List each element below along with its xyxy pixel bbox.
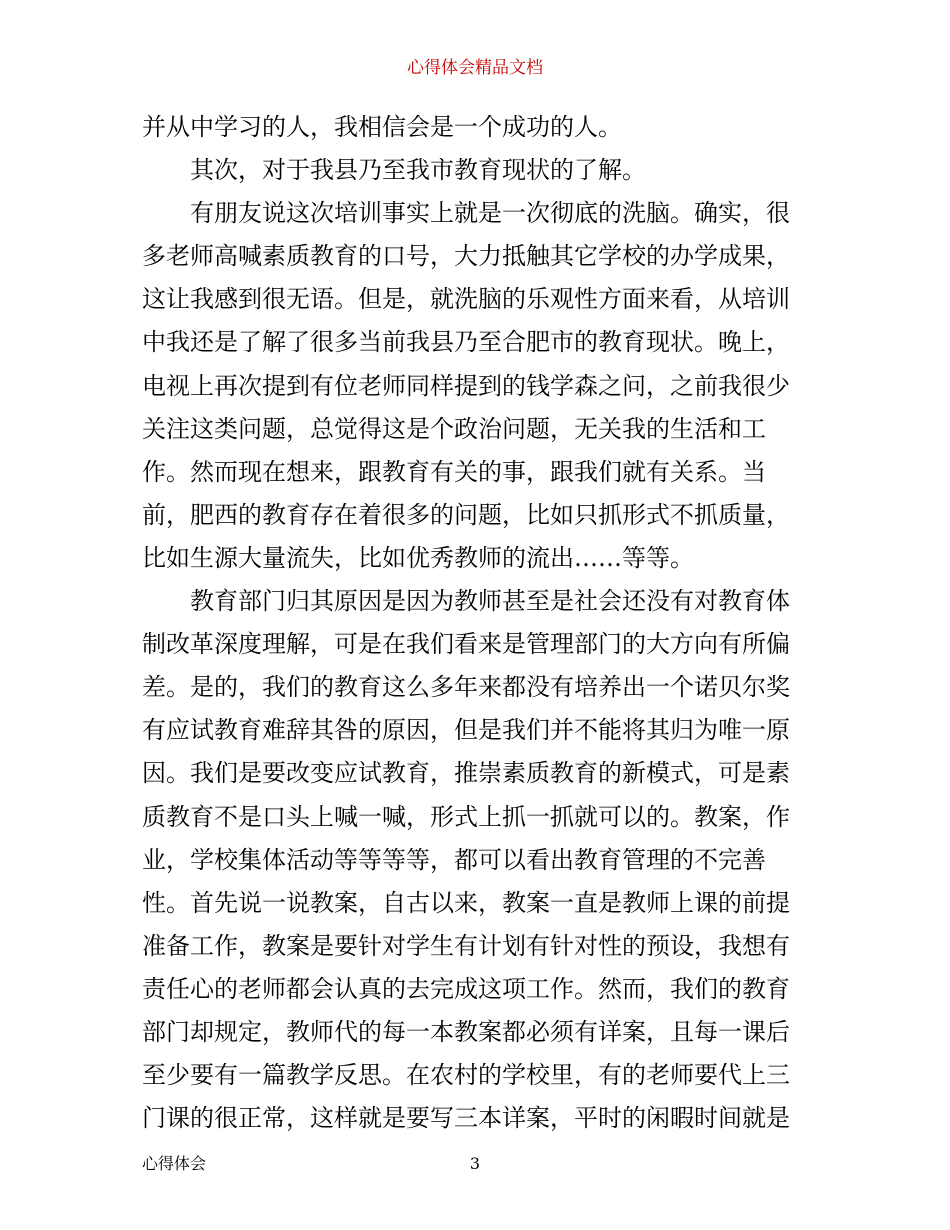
- body-line: 前，肥西的教育存在着很多的问题，比如只抓形式不抓质量，: [142, 500, 790, 529]
- body-line: 至少要有一篇教学反思。在农村的学校里，有的老师要代上三: [142, 1061, 790, 1090]
- body-line: 业，学校集体活动等等等等，都可以看出教育管理的不完善: [142, 845, 766, 874]
- body-line: 部门却规定，教师代的每一本教案都必须有详案，且每一课后: [142, 1017, 790, 1046]
- body-line: 中我还是了解了很多当前我县乃至合肥市的教育现状。晚上，: [142, 328, 790, 357]
- body-line: 教育部门归其原因是因为教师甚至是社会还没有对教育体: [190, 587, 790, 616]
- body-line: 门课的很正常，这样就是要写三本详案，平时的闲暇时间就是: [142, 1104, 790, 1133]
- body-line: 差。是的，我们的教育这么多年来都没有培养出一个诺贝尔奖: [142, 673, 790, 702]
- body-line: 责任心的老师都会认真的去完成这项工作。然而，我们的教育: [142, 974, 790, 1003]
- body-line: 性。首先说一说教案，自古以来，教案一直是教师上课的前提: [142, 888, 790, 917]
- body-line: 质教育不是口头上喊一喊，形式上抓一抓就可以的。教案，作: [142, 802, 790, 831]
- body-line: 其次，对于我县乃至我市教育现状的了解。: [190, 156, 646, 185]
- body-line: 电视上再次提到有位老师同样提到的钱学森之问，之前我很少: [142, 371, 790, 400]
- body-line: 这让我感到很无语。但是，就洗脑的乐观性方面来看，从培训: [142, 285, 790, 314]
- body-line: 关注这类问题，总觉得这是个政治问题，无关我的生活和工: [142, 414, 766, 443]
- footer-label: 心得体会: [142, 1154, 207, 1173]
- document-header-title: 心得体会精品文档: [407, 58, 543, 78]
- body-line: 作。然而现在想来，跟教育有关的事，跟我们就有关系。当: [142, 457, 766, 486]
- body-line: 多老师高喊素质教育的口号，大力抵触其它学校的办学成果，: [142, 242, 790, 271]
- body-line: 并从中学习的人，我相信会是一个成功的人。: [142, 113, 622, 141]
- document-body: [142, 106, 810, 1140]
- body-line: 因。我们是要改变应试教育，推崇素质教育的新模式，可是素: [142, 759, 790, 788]
- body-line: 准备工作，教案是要针对学生有计划有针对性的预设，我想有: [142, 931, 790, 960]
- body-line: 有应试教育难辞其咎的原因，但是我们并不能将其归为唯一原: [142, 716, 790, 745]
- body-line: 制改革深度理解，可是在我们看来是管理部门的大方向有所偏: [142, 630, 790, 659]
- body-line: 比如生源大量流失，比如优秀教师的流出……等等。: [142, 543, 694, 572]
- body-line: 有朋友说这次培训事实上就是一次彻底的洗脑。确实，很: [190, 199, 790, 228]
- page-number: 3: [469, 1154, 481, 1173]
